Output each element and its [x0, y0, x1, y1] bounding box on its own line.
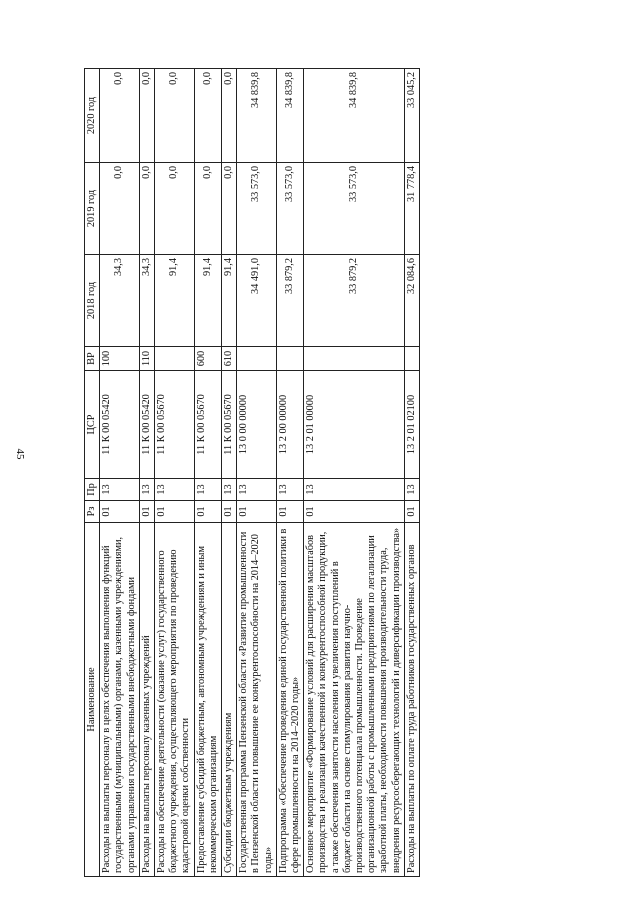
cell-2019: 0,0: [194, 163, 221, 255]
table-row: [276, 69, 303, 877]
cell-2019: 31 778,4: [404, 163, 419, 255]
cell-pr: 13: [276, 479, 303, 501]
cell-name: Субсидии бюджетным учреждениям: [222, 523, 237, 877]
cell-pr: 13: [404, 479, 419, 501]
cell-pr: 13: [222, 479, 237, 501]
cell-2020: 33 045,2: [404, 69, 419, 163]
header-rz: Рз: [85, 501, 100, 523]
cell-pr: 13: [304, 479, 405, 501]
cell-2018: 33 879,2: [304, 255, 405, 347]
cell-csr: 13 2 01 00000: [304, 371, 405, 479]
table-row: [237, 69, 277, 877]
cell-2020: 0,0: [194, 69, 221, 163]
cell-csr: 11 К 00 05670: [155, 371, 195, 479]
header-csr: ЦСР: [85, 371, 100, 479]
table-row: [155, 69, 195, 877]
cell-2020: 0,0: [100, 69, 140, 163]
cell-name: Расходы на выплаты по оплате труда работников государственных органов: [404, 523, 419, 877]
cell-2020: 34 839,8: [304, 69, 405, 163]
cell-csr: 13 0 00 00000: [237, 371, 277, 479]
cell-pr: 13: [100, 479, 140, 501]
cell-csr: 11 К 00 05420: [139, 371, 154, 479]
cell-rz: 01: [222, 501, 237, 523]
cell-vr: 110: [139, 347, 154, 371]
cell-rz: 01: [139, 501, 154, 523]
cell-2018: 91,4: [194, 255, 221, 347]
cell-2019: 0,0: [139, 163, 154, 255]
table-row: [139, 69, 154, 877]
table-row: [194, 69, 221, 877]
budget-table: [84, 68, 420, 877]
cell-rz: 01: [100, 501, 140, 523]
table-row: [304, 69, 405, 877]
cell-2019: 33 573,0: [304, 163, 405, 255]
header-2020: 2020 год: [85, 69, 100, 163]
cell-2018: 91,4: [155, 255, 195, 347]
cell-pr: 13: [194, 479, 221, 501]
cell-pr: 13: [139, 479, 154, 501]
cell-2018: 34,3: [100, 255, 140, 347]
cell-2019: 0,0: [155, 163, 195, 255]
rotated-table-container: [84, 69, 557, 877]
cell-2020: 0,0: [222, 69, 237, 163]
cell-name: Расходы на выплаты персоналу в целях обеспечения выполнения функций государственными (муниципальными) органами, казенными учреждениями, органами управления государственными внебюджетными фондами: [100, 523, 140, 877]
cell-2018: 32 084,6: [404, 255, 419, 347]
cell-csr: 11 К 00 05420: [100, 371, 140, 479]
cell-name: Предоставление субсидий бюджетным, автономным учреждениям и иным некоммерческим организациям: [194, 523, 221, 877]
cell-csr: 13 2 00 00000: [276, 371, 303, 479]
cell-name: Основное мероприятие «Формирование условий для расширения масштабов производства и реализации качественной и конкурентоспособной продукции, а также обеспечения занятости населения и увеличения поступлений в бюджет области на основе стимулирования развития научно-производственного потенциала промышленности. Проведение организационной работы с промышленными предприятиями по легализации заработной платы, необходимости повышения производительности труда, внедрения ресурсосберегающих технологий и диверсификации производства»: [304, 523, 405, 877]
cell-csr: 13 2 01 02100: [404, 371, 419, 479]
cell-pr: 13: [155, 479, 195, 501]
cell-rz: 01: [237, 501, 277, 523]
cell-name: Подпрограмма «Обеспечение проведения единой государственной политики в сфере промышленности на 2014–2020 годы»: [276, 523, 303, 877]
cell-2020: 34 839,8: [276, 69, 303, 163]
cell-2019: 0,0: [100, 163, 140, 255]
cell-vr: [404, 347, 419, 371]
cell-name: Государственная программа Пензенской области «Развитие промышленности в Пензенской области и повышение ее конкурентоспособности на 2014–2020 годы»: [237, 523, 277, 877]
cell-vr: [304, 347, 405, 371]
cell-rz: 01: [304, 501, 405, 523]
cell-csr: 11 К 00 05670: [194, 371, 221, 479]
cell-rz: 01: [155, 501, 195, 523]
cell-2019: 33 573,0: [237, 163, 277, 255]
cell-pr: 13: [237, 479, 277, 501]
header-2019: 2019 год: [85, 163, 100, 255]
cell-2018: 34,3: [139, 255, 154, 347]
header-pr: Пр: [85, 479, 100, 501]
table-row: [404, 69, 419, 877]
cell-2018: 91,4: [222, 255, 237, 347]
cell-vr: 610: [222, 347, 237, 371]
page-number: 45: [14, 448, 26, 460]
cell-vr: [237, 347, 277, 371]
cell-2018: 33 879,2: [276, 255, 303, 347]
header-name: Наименование: [85, 523, 100, 877]
cell-vr: [155, 347, 195, 371]
cell-rz: 01: [404, 501, 419, 523]
cell-vr: [276, 347, 303, 371]
cell-2019: 0,0: [222, 163, 237, 255]
cell-vr: 100: [100, 347, 140, 371]
table-row: [222, 69, 237, 877]
cell-2018: 34 491,0: [237, 255, 277, 347]
cell-2020: 0,0: [139, 69, 154, 163]
cell-vr: 600: [194, 347, 221, 371]
cell-name: Расходы на обеспечение деятельности (оказание услуг) государственного бюджетного учреждения, осуществляющего мероприятия по проведению кадастровой оценки собственности: [155, 523, 195, 877]
cell-rz: 01: [276, 501, 303, 523]
table-header-row: [85, 69, 100, 877]
cell-2020: 0,0: [155, 69, 195, 163]
cell-rz: 01: [194, 501, 221, 523]
cell-2019: 33 573,0: [276, 163, 303, 255]
cell-2020: 34 839,8: [237, 69, 277, 163]
header-2018: 2018 год: [85, 255, 100, 347]
header-vr: ВР: [85, 347, 100, 371]
table-row: [100, 69, 140, 877]
cell-name: Расходы на выплаты персоналу казенных учреждений: [139, 523, 154, 877]
cell-csr: 11 К 00 05670: [222, 371, 237, 479]
